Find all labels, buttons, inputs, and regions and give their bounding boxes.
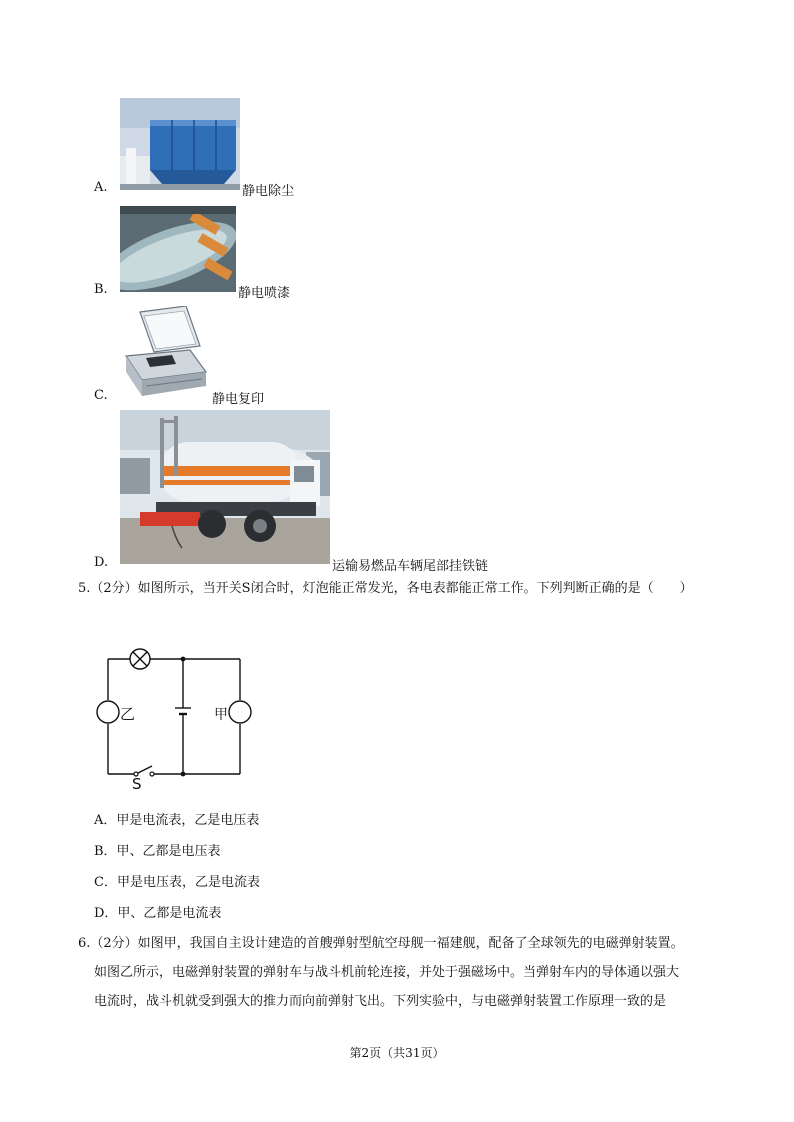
question-6-line-1: 6.（2分）如图甲，我国自主设计建造的首艘弹射型航空母舰一福建舰，配备了全球领先的电磁弹射装置。 (78, 936, 684, 951)
option-a-caption: 静电除尘 (242, 184, 295, 199)
question-6-line-2: 如图乙所示，电磁弹射装置的弹射车与战斗机前轮连接，并处于强磁场中。当弹射车内的导体通以强大 (94, 965, 680, 980)
option-b-letter: B. (94, 282, 108, 297)
q5-choice-b[interactable]: B．甲、乙都是电压表 (94, 844, 221, 859)
option-a-letter: A. (94, 180, 108, 195)
option-d-caption: 运输易燃品车辆尾部挂铁链 (332, 559, 489, 574)
page-footer: 第2页（共31页） (349, 1046, 445, 1060)
q5-choice-c[interactable]: C．甲是电压表，乙是电流表 (94, 875, 260, 890)
question-5-stem: 5.（2分）如图所示，当开关S闭合时，灯泡能正常发光，各电表都能正常工作。下列判断正确的是（ ） (78, 581, 693, 596)
meter-left-icon (97, 701, 119, 723)
battery-icon (175, 708, 191, 714)
switch-label: S (132, 775, 142, 793)
dust-collector-photo (120, 98, 240, 190)
spray-painting-photo (120, 206, 236, 292)
question-6-line-3: 电流时，战斗机就受到强大的推力而向前弹射飞出。下列实验中，与电磁弹射装置工作原理一致的是 (94, 994, 667, 1009)
option-c-letter: C. (94, 388, 108, 403)
option-d-letter: D. (94, 555, 109, 570)
meter-left-label: 乙 (120, 705, 136, 723)
option-c-caption: 静电复印 (212, 392, 265, 407)
circuit-diagram (92, 645, 262, 795)
q5-choice-d[interactable]: D．甲、乙都是电流表 (94, 906, 222, 921)
q5-choice-a[interactable]: A．甲是电流表，乙是电压表 (94, 813, 260, 828)
bulb-icon (130, 649, 150, 669)
meter-right-icon (229, 701, 251, 723)
copier-photo (116, 306, 210, 402)
option-b-caption: 静电喷漆 (238, 286, 291, 301)
meter-right-label: 甲 (214, 707, 228, 723)
tanker-truck-photo (120, 410, 330, 564)
